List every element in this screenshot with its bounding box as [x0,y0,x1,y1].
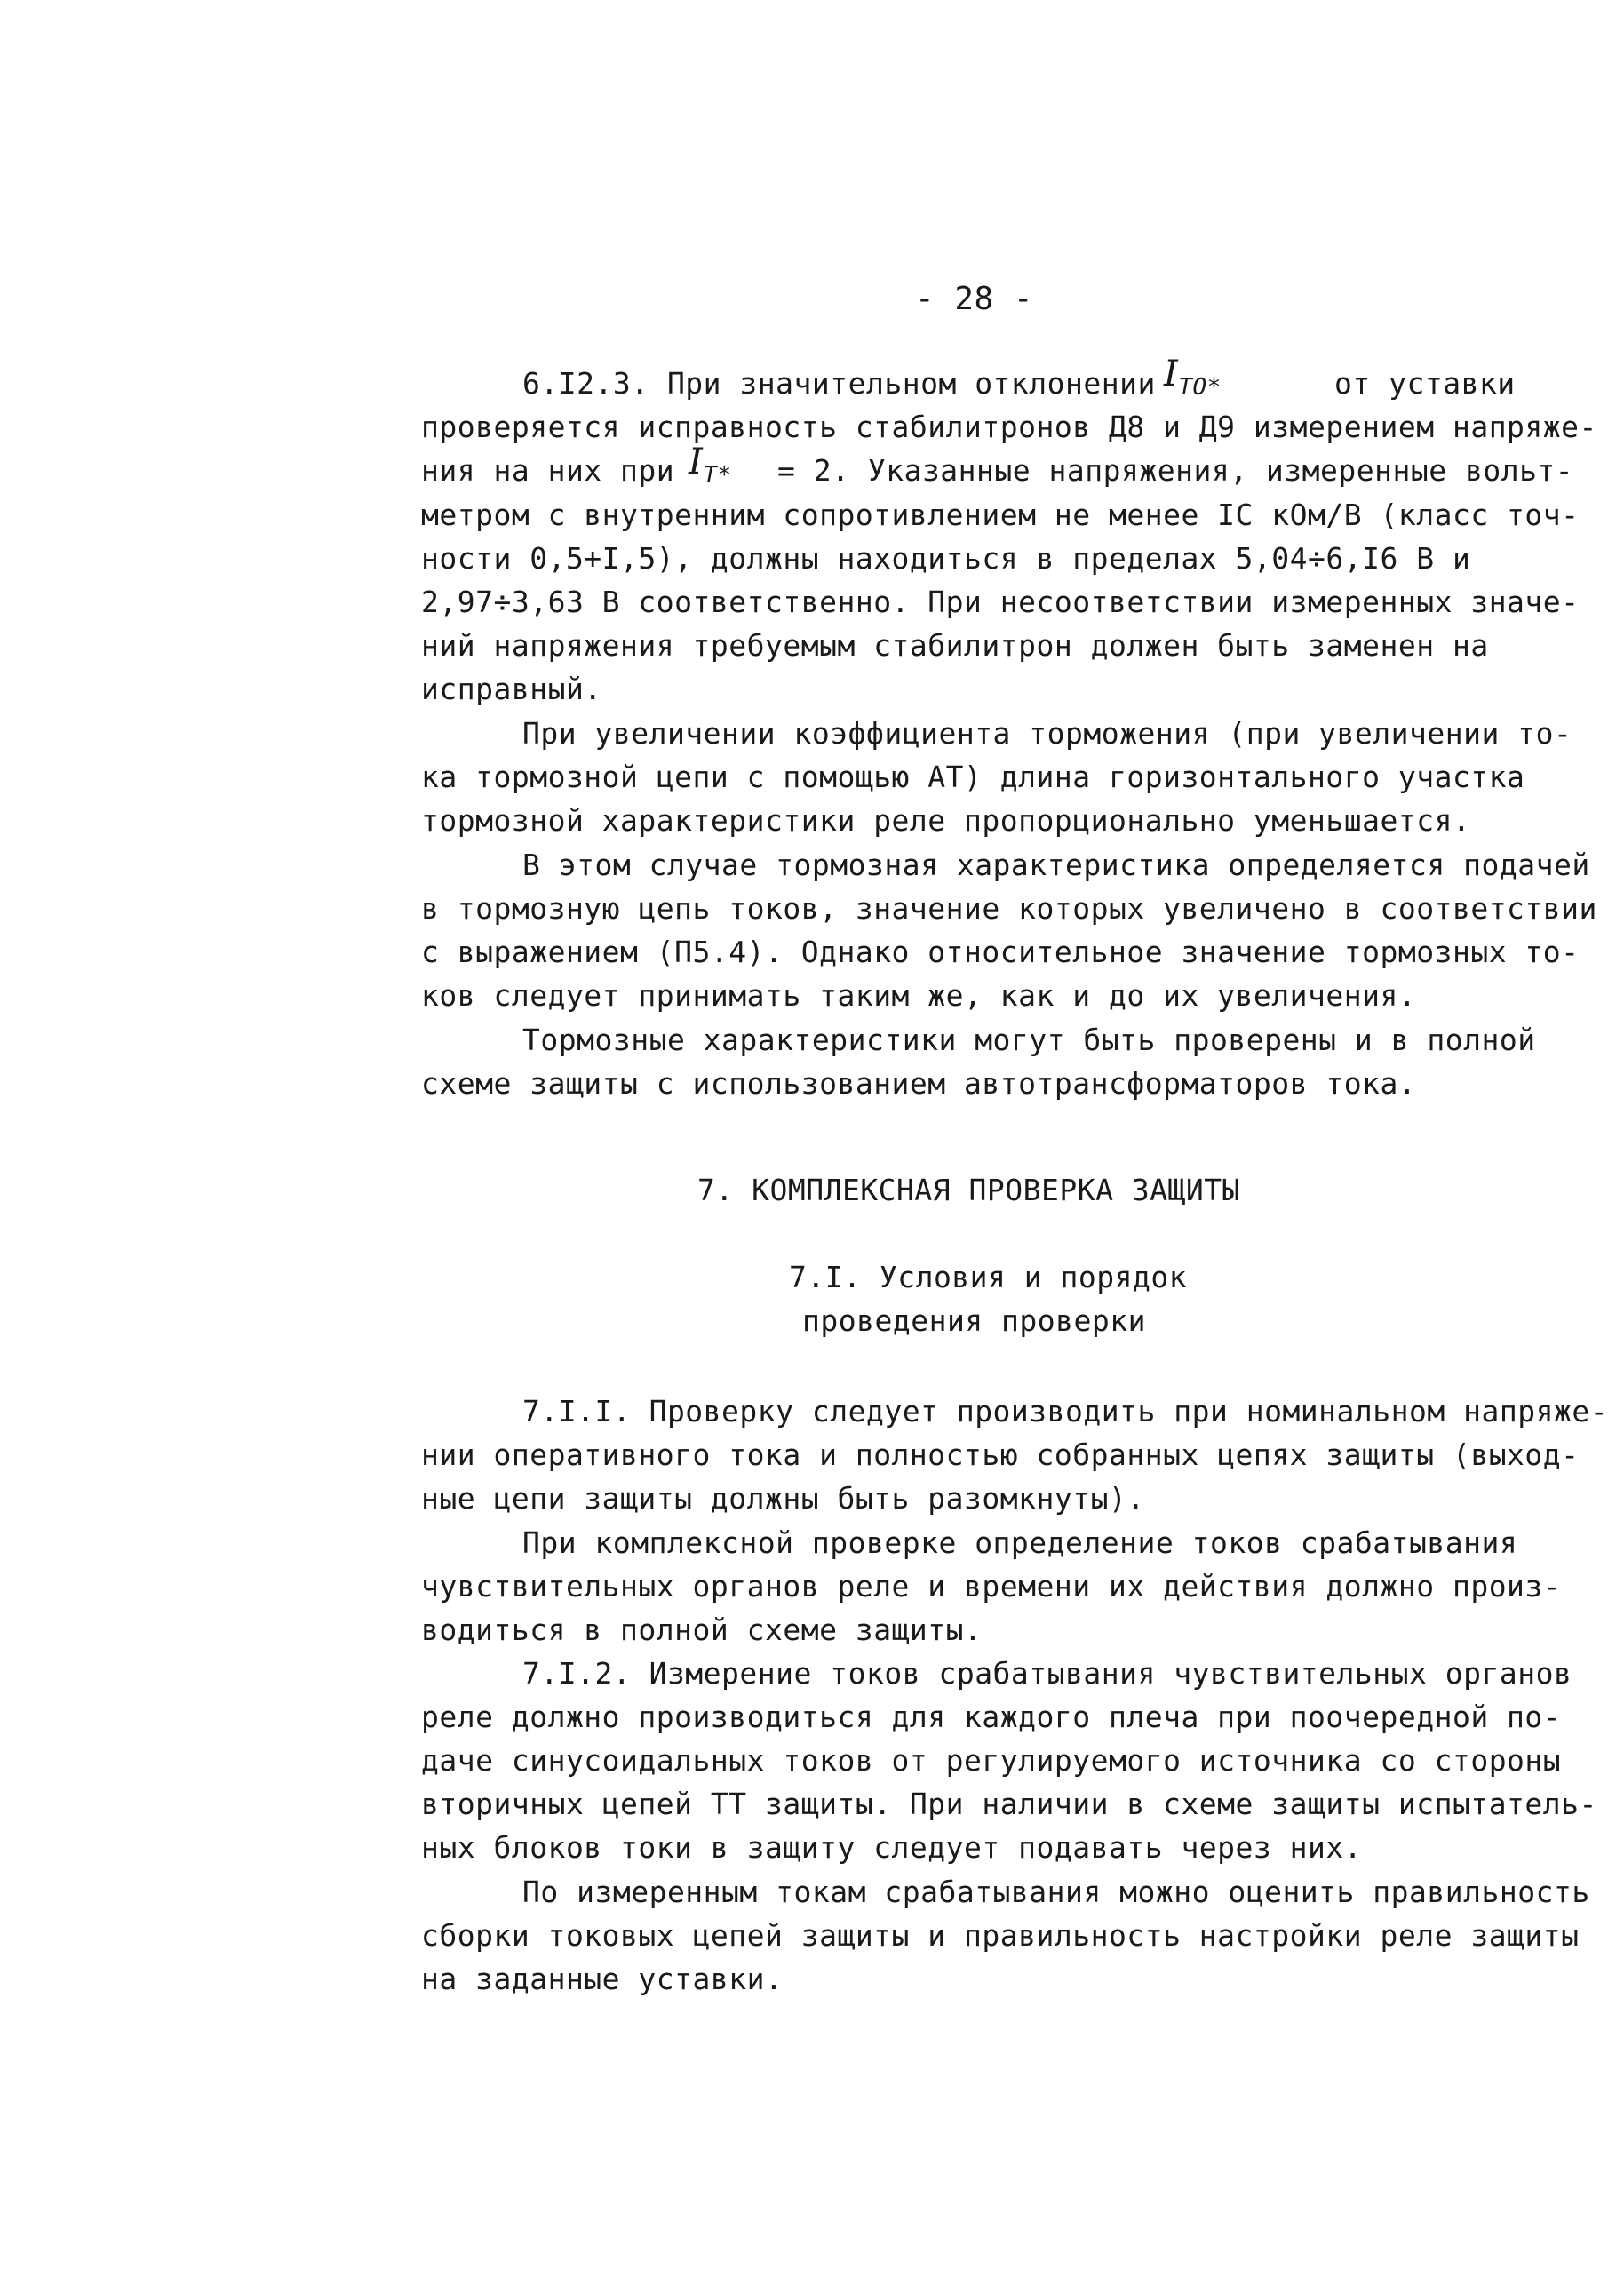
formula-subscript: ТО* [1178,374,1222,401]
text-line: нии оперативного тока и полностью собранных цепях защиты (выход- [421,1437,1580,1472]
text-line: тормозной характеристики реле пропорционально уменьшается. [421,803,1471,838]
text-line: схеме защиты с использованием автотрансформаторов тока. [421,1066,1417,1101]
formula-symbol: I [689,442,704,482]
text-line: ности 0,5+I,5), должны находиться в пределах 5,04÷6,I6 В и [421,541,1471,576]
text-line: проверяется исправность стабилитронов Д8 и Д9 измерением напряже- [421,410,1597,444]
formula-symbol: I [1164,354,1179,394]
text-line: = 2. Указанные напряжения, измеренные вольт- [777,453,1574,488]
text-line: вторичных цепей ТТ защиты. При наличии в схеме защиты испытатель- [421,1787,1597,1821]
text-line: ных блоков токи в защиту следует подавать через них. [421,1830,1363,1865]
text-line: 6.I2.3. При значительном отклонении [522,366,1156,401]
formula-i-t [689,442,732,489]
text-line: с выражением (П5.4). Однако относительное значение тормозных то- [421,935,1580,969]
section-7-heading: 7. КОМПЛЕКСНАЯ ПРОВЕРКА ЗАЩИТЫ [697,1173,1241,1207]
text-line: реле должно производиться для каждого плеча при поочередной по- [421,1700,1562,1734]
text-line: По измеренным токам срабатывания можно оценить правильность [522,1875,1590,1909]
page-number: - 28 - [915,281,1034,317]
text-line: сборки токовых цепей защиты и правильность настройки реле защиты [421,1918,1580,1953]
text-line: 7.I.2. Измерение токов срабатывания чувствительных органов [522,1656,1572,1691]
text-line: метром с внутренним сопротивлением не менее IC кОм/В (класс точ- [421,498,1580,532]
text-line: 2,97÷3,63 В соответственно. При несоответствии измеренных значе- [421,585,1580,619]
formula-subscript: Т* [703,462,732,489]
text-line: ка тормозной цепи с помощью АТ) длина горизонтального участка [421,760,1525,794]
text-line: даче синусоидальных токов от регулируемого источника со стороны [421,1743,1562,1778]
text-line: В этом случае тормозная характеристика определяется подачей [522,848,1590,882]
text-line: ния на них при [421,453,675,488]
text-line: Тормозные характеристики могут быть проверены и в полной [522,1023,1536,1057]
text-line: на заданные уставки. [421,1962,784,1996]
text-line: чувствительных органов реле и времени их действия должно произ- [421,1569,1562,1604]
text-line: исправный. [421,672,602,706]
text-line: ные цепи защиты должны быть разомкнуты). [421,1481,1145,1516]
text-line: При увеличении коэффициента торможения (при увеличении то- [522,716,1572,751]
formula-i-to [1164,354,1222,401]
heading-line: проведения проверки [802,1303,1146,1338]
text-line: от уставки [1334,366,1516,401]
text-line: 7.I.I. Проверку следует производить при номинальном напряже- [522,1394,1609,1429]
text-line: При комплексной проверке определение токов срабатывания [522,1525,1518,1560]
text-line: в тормозную цепь токов, значение которых увеличено в соответствии [421,891,1597,926]
text-line: ний напряжения требуемым стабилитрон должен быть заменен на [421,628,1489,663]
heading-line: 7.I. Условия и порядок [789,1260,1188,1294]
text-line: водиться в полной схеме защиты. [421,1612,983,1647]
text-line: ков следует принимать таким же, как и до их увеличения. [421,978,1417,1013]
